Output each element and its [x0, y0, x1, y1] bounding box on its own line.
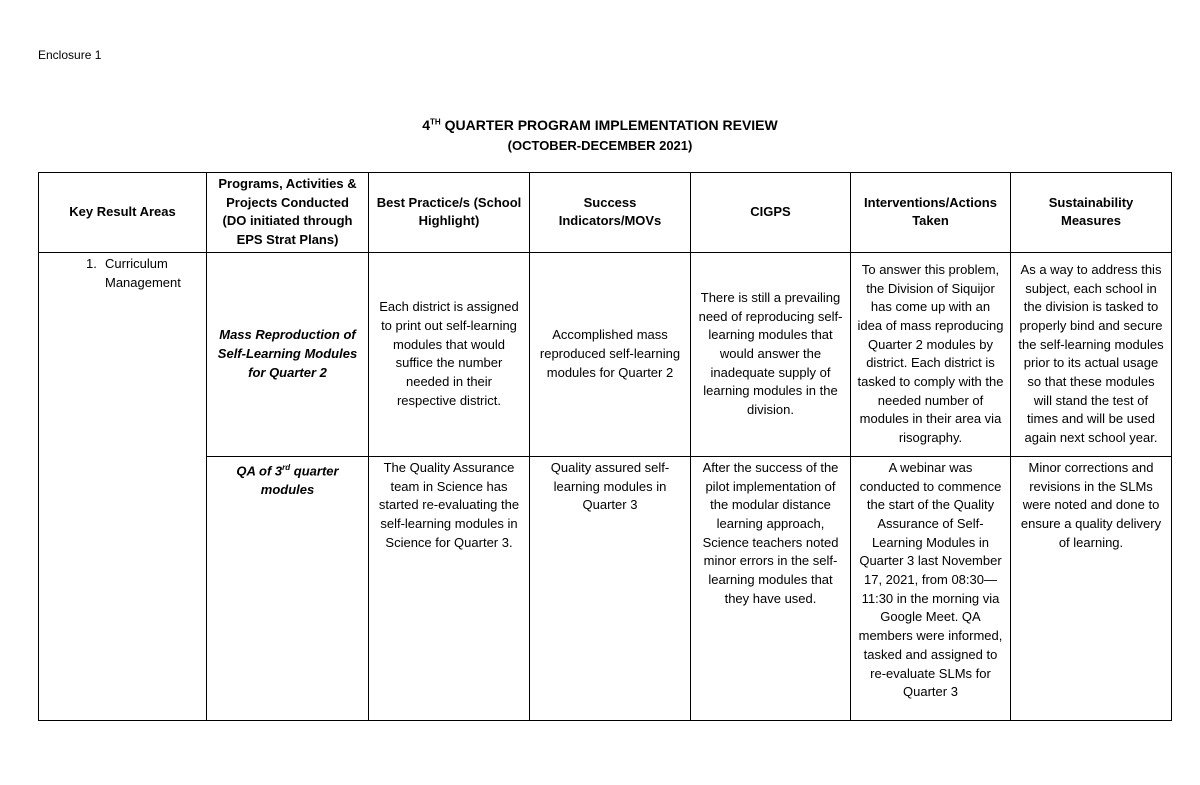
header-interventions: Interventions/Actions Taken — [851, 173, 1011, 253]
sustainability-cell: As a way to address this subject, each school in the division is tasked to properly bind and secure the self-learning modules prior to its actual usage so that these modules will stand the test of times and will be used again next school year. — [1011, 252, 1172, 456]
interventions-cell: To answer this problem, the Division of Siquijor has come up with an idea of mass reproducing Quarter 2 modules by district. Each district is tasked to comply with the needed number of modules in their area via risography. — [851, 252, 1011, 456]
program-superscript: rd — [282, 462, 291, 472]
header-sustainability: Sustainability Measures — [1011, 173, 1172, 253]
kra-line2: Management — [105, 274, 181, 290]
program-cell: Mass Reproduction of Self-Learning Modules for Quarter 2 — [207, 252, 369, 456]
title-text: QUARTER PROGRAM IMPLEMENTATION REVIEW — [440, 117, 778, 133]
program-prefix: QA of 3 — [236, 463, 283, 479]
success-indicator-cell: Accomplished mass reproduced self-learning modules for Quarter 2 — [530, 252, 691, 456]
table-row — [39, 456, 1172, 720]
header-success-indicators: Success Indicators/MOVs — [530, 173, 691, 253]
table-header-row — [39, 173, 1172, 253]
key-result-area-cell — [39, 252, 207, 720]
page-title — [0, 117, 1200, 133]
table-row — [39, 252, 1172, 456]
page-subtitle: (OCTOBER-DECEMBER 2021) — [507, 138, 693, 153]
kra-number: 1. — [86, 255, 97, 271]
program-cell — [207, 456, 369, 720]
interventions-cell: A webinar was conducted to commence the start of the Quality Assurance of Self-Learning Modules in Quarter 3 last November 17, 2021, from 08:30—11:30 in the morning via Google Meet. QA members were informed, tasked and assigned to re-evaluate SLMs for Quarter 3 — [851, 456, 1011, 720]
success-indicator-cell: Quality assured self-learning modules in Quarter 3 — [530, 456, 691, 720]
header-cigps: CIGPS — [691, 173, 851, 253]
program-suffix: quarter modules — [260, 463, 339, 497]
header-key-result-areas: Key Result Areas — [39, 173, 207, 253]
header-programs: Programs, Activities & Projects Conducted (DO initiated through EPS Strat Plans) — [207, 173, 369, 253]
title-prefix: 4 — [422, 117, 431, 133]
cigps-cell: There is still a prevailing need of reproducing self-learning modules that would answer the inadequate supply of learning modules in the division. — [691, 252, 851, 456]
enclosure-label: Enclosure 1 — [38, 48, 102, 62]
cigps-cell: After the success of the pilot implementation of the modular distance learning approach, Science teachers noted minor errors in the self-learning modules that they have used. — [691, 456, 851, 720]
best-practice-cell: Each district is assigned to print out self-learning modules that would suffice the number needed in their respective district. — [369, 252, 530, 456]
best-practice-cell: The Quality Assurance team in Science has started re-evaluating the self-learning modules in Science for Quarter 3. — [369, 456, 530, 720]
title-superscript: TH — [430, 117, 441, 127]
review-table — [38, 172, 1172, 721]
sustainability-cell: Minor corrections and revisions in the SLMs were noted and done to ensure a quality delivery of learning. — [1011, 456, 1172, 720]
kra-line1: Curriculum — [105, 255, 168, 271]
header-best-practice: Best Practice/s (School Highlight) — [369, 173, 530, 253]
